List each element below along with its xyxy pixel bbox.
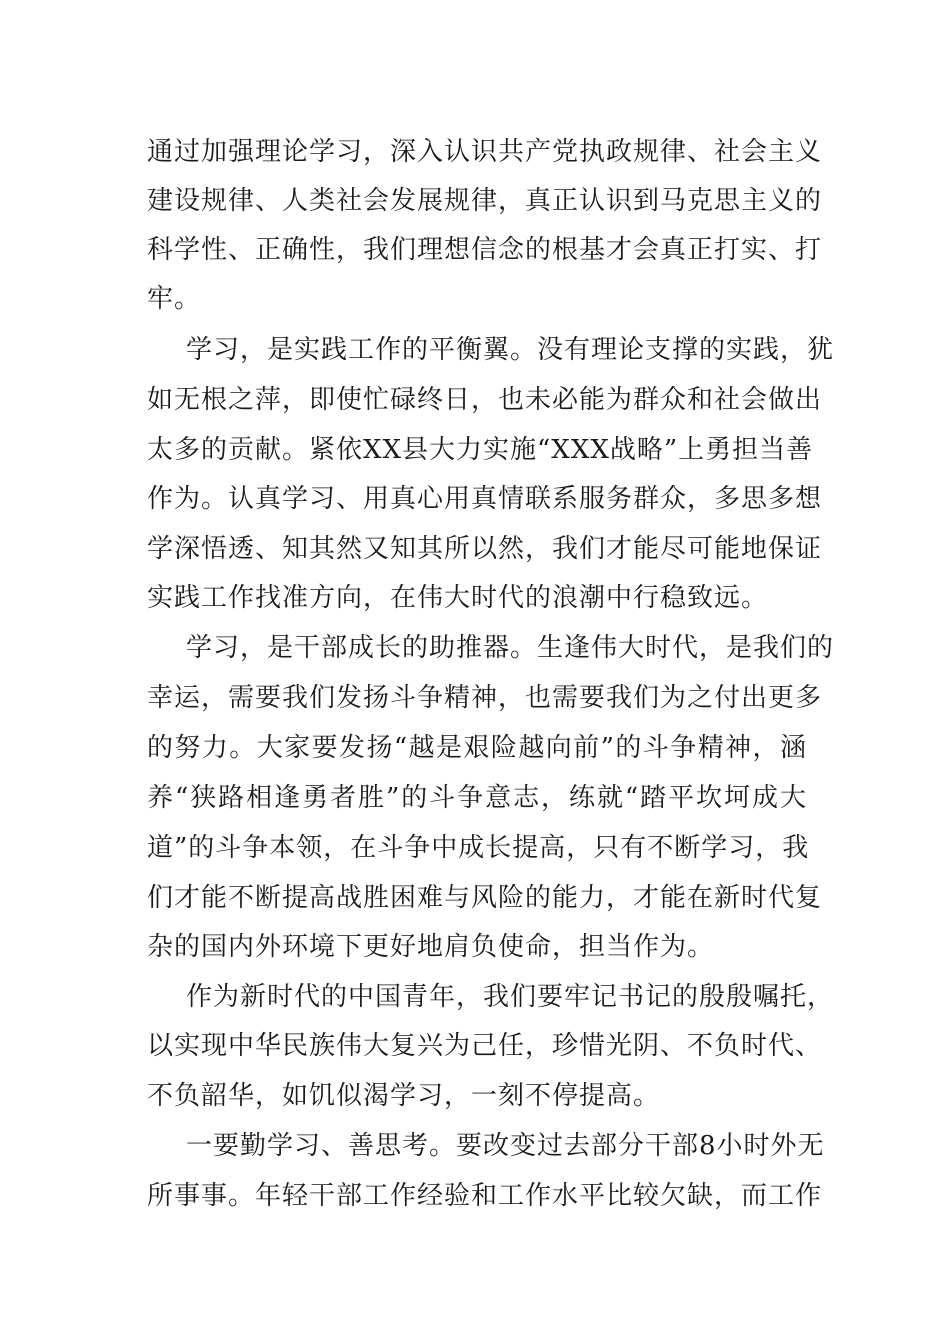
text-line-12: 幸运，需要我们发扬斗争精神，也需要我们为之付出更多 <box>147 683 823 713</box>
text-line-18: 作为新时代的中国青年，我们要牢记书记的殷殷嘱托， <box>186 982 835 1012</box>
text-line-7: 太多的贡献。紧依XX县大力实施“XXX战略”上勇担当善 <box>147 435 814 465</box>
text-line-4: 牢。 <box>147 284 202 314</box>
text-line-17: 杂的国内外环境下更好地肩负使命，担当作为。 <box>147 932 715 962</box>
text-line-5: 学习，是实践工作的平衡翼。没有理论支撑的实践，犹 <box>186 335 835 365</box>
text-line-2: 建设规律、人类社会发展规律，真正认识到马克思主义的 <box>147 186 823 216</box>
text-line-3: 科学性、正确性，我们理想信念的根基才会真正打实、打 <box>147 235 823 265</box>
text-line-20: 不负韶华，如饥似渴学习，一刻不停提高。 <box>147 1081 661 1111</box>
text-line-14: 养“狭路相逢勇者胜”的斗争意志，练就“踏平坎坷成大 <box>147 783 807 813</box>
text-line-22: 所事事。年轻干部工作经验和工作水平比较欠缺，而工作 <box>147 1181 823 1211</box>
text-line-6: 如无根之萍，即使忙碌终日，也未必能为群众和社会做出 <box>147 385 823 415</box>
text-line-19: 以实现中华民族伟大复兴为己任，珍惜光阴、不负时代、 <box>147 1031 823 1061</box>
text-line-9: 学深悟透、知其然又知其所以然，我们才能尽可能地保证 <box>147 534 823 564</box>
text-line-16: 们才能不断提高战胜困难与风险的能力，才能在新时代复 <box>147 883 823 913</box>
text-line-1: 通过加强理论学习，深入认识共产党执政规律、社会主义 <box>147 137 823 167</box>
text-line-11: 学习，是干部成长的助推器。生逢伟大时代，是我们的 <box>186 633 835 663</box>
text-line-10: 实践工作找准方向，在伟大时代的浪潮中行稳致远。 <box>147 583 769 613</box>
text-line-8: 作为。认真学习、用真心用真情联系服务群众，多思多想 <box>147 484 823 514</box>
text-line-21: 一要勤学习、善思考。要改变过去部分干部8小时外无 <box>186 1131 825 1161</box>
text-line-15: 道”的斗争本领，在斗争中成长提高，只有不断学习，我 <box>147 833 810 863</box>
text-line-13: 的努力。大家要发扬“越是艰险越向前”的斗争精神，涵 <box>147 733 807 763</box>
